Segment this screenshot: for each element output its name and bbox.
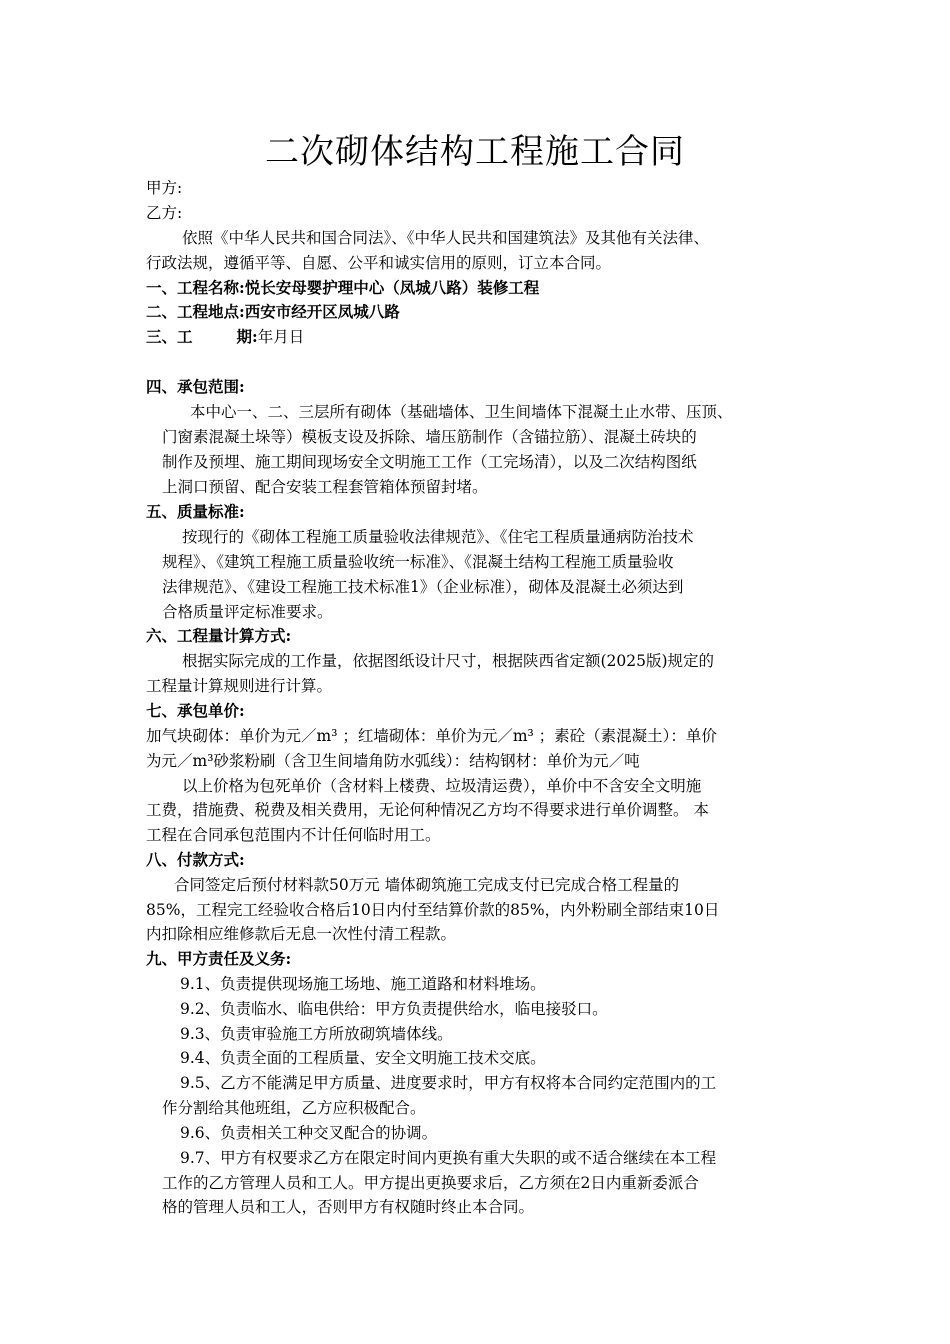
section-heading: 九、甲方责任及义务: [146, 949, 292, 968]
section-heading: 六、工程量计算方式: [146, 626, 292, 645]
quality-line: 规程》、《建筑工程施工质量验收统一标准》、《混凝土结构工程施工质量验收 [162, 553, 674, 571]
duty-item: 工作的乙方管理人员和工人。甲方提出更换要求后，乙方须在2日内重新委派合 [162, 1174, 699, 1192]
duty-item: 作分割给其他班组，乙方应积极配合。 [162, 1099, 426, 1117]
preamble-line: 依照《中华人民共和国合同法》、《中华人民共和国建筑法》及其他有关法律、 [182, 229, 710, 247]
quality-line: 按现行的《砌体工程施工质量验收法律规范》、《住宅工程质量通病防治技术 [182, 528, 694, 546]
section-project-name [146, 276, 539, 300]
party-b-label: 乙方: [146, 204, 183, 222]
calc-line: 根据实际完成的工作量，依据图纸设计尺寸，根据陕西省定额(2025版)规定的 [182, 652, 715, 670]
project-location-value: 西安市经开区凤城八路 [244, 302, 400, 321]
section-heading: 二、工程地点: [146, 302, 245, 321]
scope-line: 上洞口预留、配合安装工程套管箱体预留封堵。 [162, 478, 488, 496]
party-a-label: 甲方: [146, 179, 183, 197]
duty-item: 格的管理人员和工人，否则甲方有权随时终止本合同。 [162, 1198, 535, 1216]
price-line: 为元／m³砂浆粉刷（含卫生间墙角防水弧线）：结构钢材：单价为元／吨 [146, 752, 640, 770]
duty-item: 9.5、乙方不能满足甲方质量、进度要求时，甲方有权将本合同约定范围内的工 [180, 1074, 717, 1092]
duty-item: 9.1、负责提供现场施工场地、施工道路和材料堆场。 [180, 975, 546, 993]
calc-line: 工程量计算规则进行计算。 [146, 677, 333, 695]
document-title: 二次砌体结构工程施工合同 [265, 132, 685, 172]
payment-line: 85%，工程完工经验收合格后10日内付至结算价款的85%，内外粉刷全部结束10日 [146, 901, 720, 919]
section-heading: 一、工程名称: [146, 278, 245, 297]
scope-line: 制作及预埋、施工期间现场安全文明施工工作（工完场清），以及二次结构图纸 [162, 453, 697, 471]
scope-line: 门窗素混凝土垛等）模板支设及拆除、墙压筋制作（含锚拉筋）、混凝土砖块的 [162, 428, 697, 446]
duration-value: 年月日 [257, 328, 305, 346]
duty-item: 9.7、甲方有权要求乙方在限定时间内更换有重大失职的或不适合继续在本工程 [180, 1149, 717, 1167]
preamble-line: 行政法规，遵循平等、自愿、公平和诚实信用的原则，订立本合同。 [146, 254, 612, 272]
section-heading: 三、工 [146, 327, 193, 346]
section-heading: 七、承包单价: [146, 701, 245, 720]
section-heading: 四、承包范围: [146, 377, 245, 396]
duty-item: 9.6、负责相关工种交叉配合的协调。 [180, 1124, 438, 1142]
section-duration [146, 325, 304, 349]
payment-line: 合同签定后预付材料款50万元 墙体砌筑施工完成支付已完成合格工程量的 [174, 876, 680, 894]
quality-line: 合格质量评定标准要求。 [162, 603, 333, 621]
price-line: 工程在合同承包范围内不计任何临时用工。 [146, 826, 441, 844]
section-heading: 五、质量标准: [146, 502, 245, 521]
section-heading: 八、付款方式: [146, 850, 245, 869]
payment-line: 内扣除相应维修款后无息一次性付清工程款。 [146, 925, 457, 943]
price-line: 以上价格为包死单价（含材料上楼费、垃圾清运费），单价中不含安全文明施 [182, 777, 702, 795]
section-project-location [146, 300, 400, 324]
price-line: 加气块砌体：单价为元／m³ ；红墙砌体：单价为元／m³ ；素砼（素混凝土）：单价 [146, 727, 717, 745]
section-heading-suffix: 期: [236, 327, 258, 346]
project-name-value: 悦长安母婴护理中心（凤城八路）装修工程 [244, 278, 540, 297]
price-line: 工费，措施费、税费及相关费用，无论何种情况乙方均不得要求进行单价调整。 本 [146, 801, 709, 819]
duty-item: 9.2、负责临水、临电供给：甲方负责提供给水，临电接驳口。 [180, 1000, 608, 1018]
duty-item: 9.3、负责审验施工方所放砌筑墙体线。 [180, 1025, 453, 1043]
duty-item: 9.4、负责全面的工程质量、安全文明施工技术交底。 [180, 1049, 546, 1067]
quality-line: 法律规范》、《建设工程施工技术标准1》（企业标准），砌体及混凝土必须达到 [162, 578, 684, 596]
scope-line: 本中心一、二、三层所有砌体（基础墙体、卫生间墙体下混凝土止水带、压顶、 [190, 403, 733, 421]
